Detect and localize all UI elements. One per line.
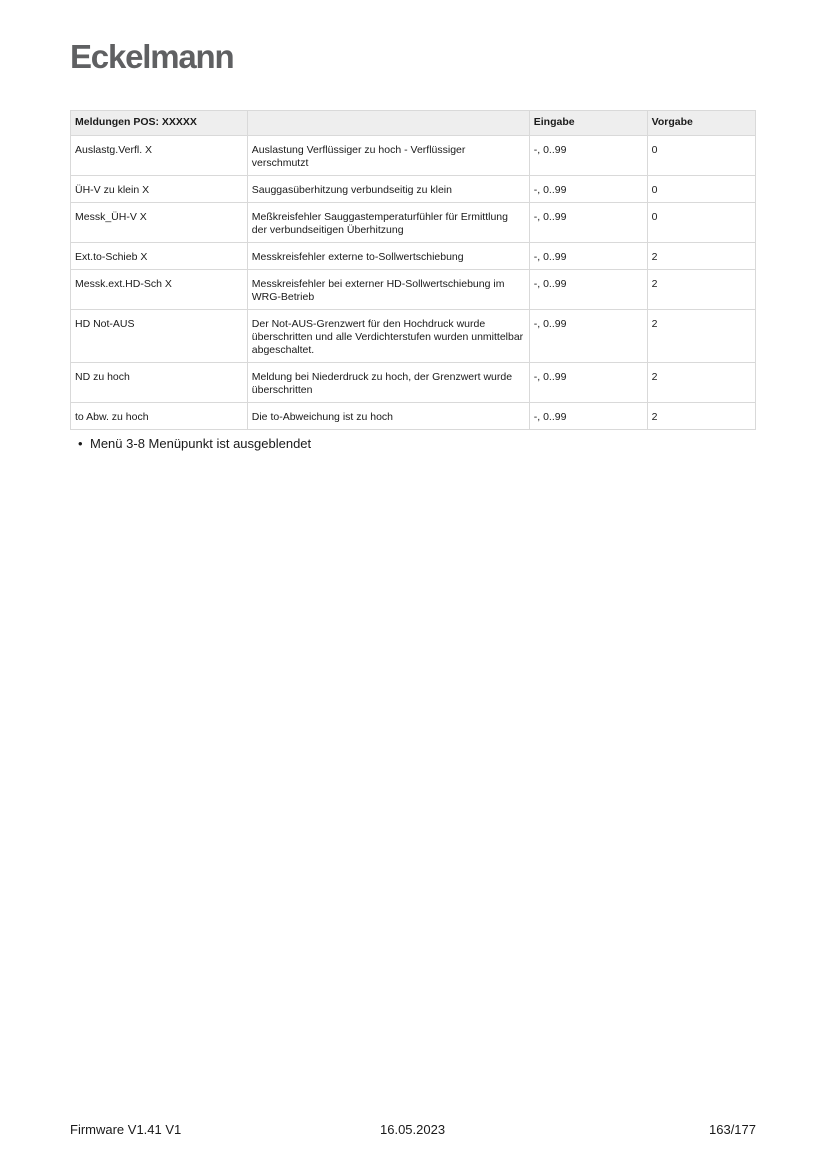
cell-description: Der Not-AUS-Grenzwert für den Hochdruck wurde überschritten und alle Verdichterstufen wurden unmittelbar abgeschaltet. <box>247 310 529 363</box>
cell-vorgabe: 0 <box>647 203 755 243</box>
cell-message: Ext.to-Schieb X <box>71 243 248 270</box>
cell-description: Messkreisfehler bei externer HD-Sollwertschiebung im WRG-Betrieb <box>247 270 529 310</box>
cell-vorgabe: 2 <box>647 403 755 430</box>
cell-message: Messk.ext.HD-Sch X <box>71 270 248 310</box>
cell-eingabe: -, 0..99 <box>529 403 647 430</box>
cell-message: HD Not-AUS <box>71 310 248 363</box>
cell-eingabe: -, 0..99 <box>529 243 647 270</box>
cell-eingabe: -, 0..99 <box>529 176 647 203</box>
cell-description: Auslastung Verflüssiger zu hoch - Verflüssiger verschmutzt <box>247 136 529 176</box>
bullet-item <box>78 436 311 452</box>
table-row <box>71 203 756 243</box>
table-row <box>71 176 756 203</box>
table-row <box>71 403 756 430</box>
footer-firmware: Firmware V1.41 V1 <box>70 1122 182 1137</box>
cell-eingabe: -, 0..99 <box>529 310 647 363</box>
footer-date: 16.05.2023 <box>380 1122 446 1137</box>
cell-description: Meldung bei Niederdruck zu hoch, der Grenzwert wurde überschritten <box>247 363 529 403</box>
table-row <box>71 136 756 176</box>
cell-eingabe: -, 0..99 <box>529 136 647 176</box>
footer-page-number: 163/177 <box>709 1122 756 1137</box>
cell-description: Sauggasüberhitzung verbundseitig zu klein <box>247 176 529 203</box>
cell-message: ÜH-V zu klein X <box>71 176 248 203</box>
cell-description: Messkreisfehler externe to-Sollwertschiebung <box>247 243 529 270</box>
header-vorgabe: Vorgabe <box>647 111 755 136</box>
cell-eingabe: -, 0..99 <box>529 363 647 403</box>
cell-vorgabe: 2 <box>647 363 755 403</box>
table-header-row <box>71 111 756 136</box>
table-row <box>71 363 756 403</box>
cell-message: Auslastg.Verfl. X <box>71 136 248 176</box>
header-description <box>247 111 529 136</box>
cell-message: to Abw. zu hoch <box>71 403 248 430</box>
cell-message: Messk_ÜH-V X <box>71 203 248 243</box>
table-row <box>71 243 756 270</box>
header-meldungen: Meldungen POS: XXXXX <box>71 111 248 136</box>
cell-vorgabe: 2 <box>647 243 755 270</box>
bullet-dot-icon: • <box>78 436 83 451</box>
cell-vorgabe: 0 <box>647 176 755 203</box>
bullet-text: Menü 3-8 Menüpunkt ist ausgeblendet <box>90 436 312 451</box>
cell-vorgabe: 2 <box>647 270 755 310</box>
cell-vorgabe: 2 <box>647 310 755 363</box>
header-eingabe: Eingabe <box>529 111 647 136</box>
messages-table <box>70 110 756 430</box>
cell-vorgabe: 0 <box>647 136 755 176</box>
cell-eingabe: -, 0..99 <box>529 270 647 310</box>
cell-description: Die to-Abweichung ist zu hoch <box>247 403 529 430</box>
table-row <box>71 270 756 310</box>
cell-message: ND zu hoch <box>71 363 248 403</box>
company-logo: Eckelmann <box>70 38 234 75</box>
cell-description: Meßkreisfehler Sauggastemperaturfühler für Ermittlung der verbundseitigen Überhitzung <box>247 203 529 243</box>
table-row <box>71 310 756 363</box>
cell-eingabe: -, 0..99 <box>529 203 647 243</box>
